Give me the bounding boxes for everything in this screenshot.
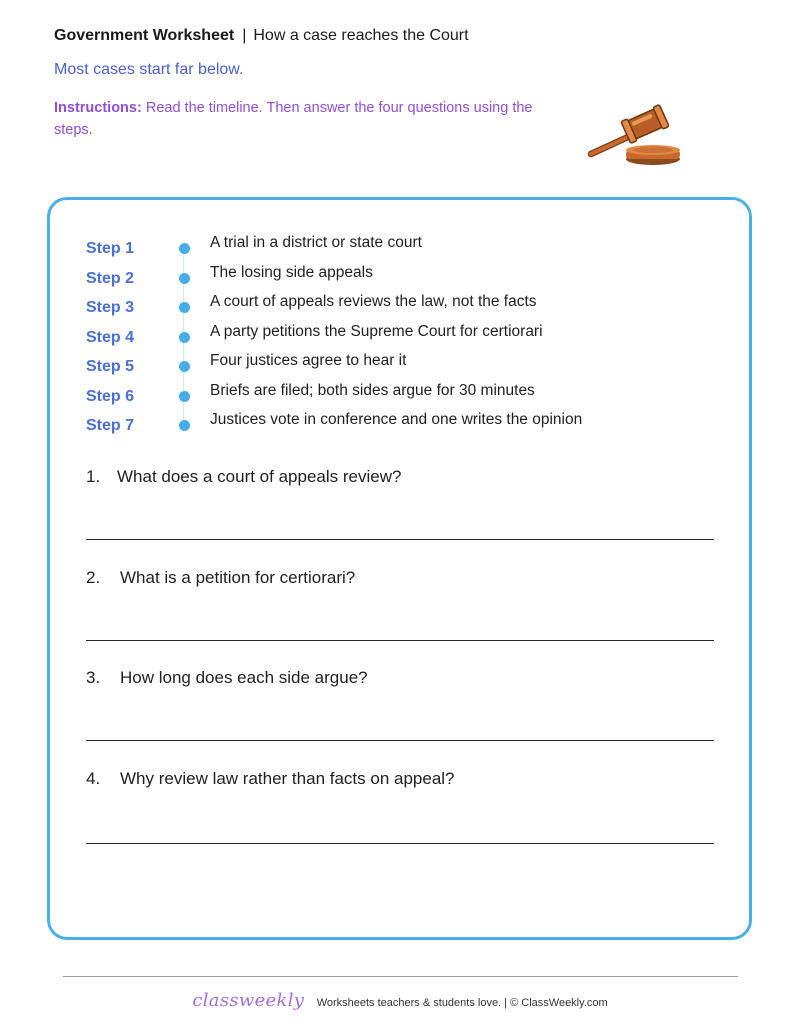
step-text: Briefs are filed; both sides argue for 30 minutes <box>210 381 535 399</box>
step-label: Step 7 <box>86 417 135 434</box>
step-dot-icon <box>179 243 190 254</box>
step-text: A trial in a district or state court <box>210 234 422 251</box>
timeline-step <box>86 322 706 352</box>
question-number: 1. <box>86 467 101 486</box>
answer-line[interactable] <box>86 740 714 741</box>
step-label: Step 6 <box>86 387 135 405</box>
answer-line[interactable] <box>86 539 714 540</box>
step-text: Justices vote in conference and one writes the opinion <box>210 411 583 428</box>
steps-timeline <box>86 233 706 440</box>
question-item <box>86 467 714 487</box>
question-prompt: What is a petition for certiorari? <box>120 568 356 587</box>
question-prompt: Why review law rather than facts on appeal? <box>120 769 455 788</box>
question-prompt: How long does each side argue? <box>120 668 368 687</box>
answer-line[interactable] <box>86 843 714 844</box>
gavel-icon <box>585 104 685 168</box>
step-text: A court of appeals reviews the law, not the facts <box>210 293 537 310</box>
header-separator: | <box>242 27 247 44</box>
step-label: Step 2 <box>86 269 135 287</box>
question-item <box>86 668 714 688</box>
step-dot-icon <box>179 332 190 343</box>
timeline-step <box>86 263 706 293</box>
footer-tagline: Worksheets teachers & students love. | © ClassWeekly.com <box>316 997 608 1009</box>
step-dot-icon <box>179 273 190 284</box>
step-text: The losing side appeals <box>210 263 373 281</box>
timeline-step <box>86 351 706 381</box>
step-label: Step 3 <box>86 299 135 316</box>
step-dot-icon <box>179 361 190 372</box>
question-text <box>86 668 714 688</box>
step-text: A party petitions the Supreme Court for certiorari <box>210 322 543 340</box>
question-number: 2. <box>86 568 101 587</box>
instructions-text: Read the timeline. Then answer the four questions using the steps. <box>54 100 533 138</box>
step-dot-icon <box>179 420 190 431</box>
worksheet-header <box>54 27 469 45</box>
question-number: 3. <box>86 668 101 687</box>
instructions-label: Instructions: <box>54 100 142 116</box>
timeline-step <box>86 233 706 263</box>
step-label: Step 5 <box>86 358 135 375</box>
step-dot-icon <box>179 391 190 402</box>
brand-logo: classweekly <box>192 990 305 1011</box>
step-text: Four justices agree to hear it <box>210 352 407 369</box>
timeline-step <box>86 410 706 440</box>
instructions <box>54 97 554 141</box>
timeline-step <box>86 381 706 411</box>
question-text <box>86 769 714 789</box>
question-item <box>86 769 714 789</box>
worksheet-subject: Government Worksheet <box>54 27 235 44</box>
step-label: Step 1 <box>86 240 135 257</box>
page-footer <box>0 990 800 1011</box>
answer-line[interactable] <box>86 640 714 641</box>
worksheet-subtitle: Most cases start far below. <box>54 61 244 78</box>
question-item <box>86 568 714 588</box>
question-text <box>86 568 714 588</box>
step-label: Step 4 <box>86 328 135 346</box>
timeline-step <box>86 292 706 322</box>
step-dot-icon <box>179 302 190 313</box>
question-prompt: What does a court of appeals review? <box>117 467 402 486</box>
question-number: 4. <box>86 769 101 788</box>
footer-divider <box>63 976 738 977</box>
worksheet-title: How a case reaches the Court <box>253 27 469 44</box>
question-text <box>86 467 714 487</box>
